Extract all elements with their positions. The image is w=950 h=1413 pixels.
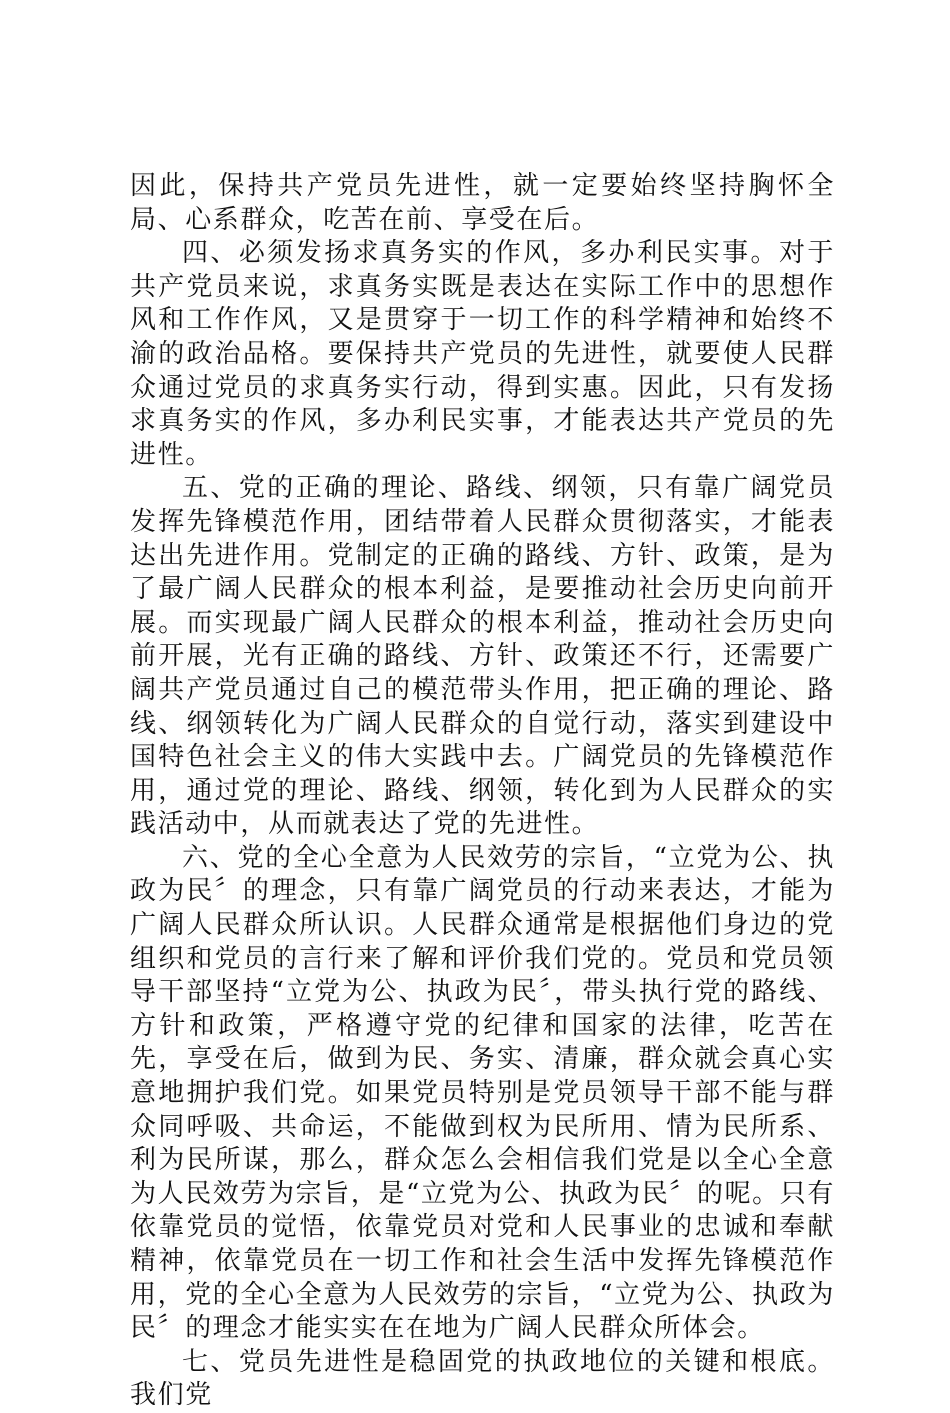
paragraph-section-seven: 七、党员先进性是稳固党的执政地位的关键和根底。我们党 [130, 1346, 835, 1411]
paragraph-section-six: 六、党的全心全意为人民效劳的宗旨，“立党为公、执政为民〞的理念，只有靠广阔党员的行动来表达，才能为广阔人民群众所认识。人民群众通常是根据他们身边的党组织和党员的言行来了解和评价我们党的。党员和党员领导干部坚持“立党为公、执政为民〞，带头执行党的路线、方针和政策，严格遵守党的纪律和国家的法律，吃苦在先，享受在后，做到为民、务实、清廉，群众就会真心实意地拥护我们党。如果党员特别是党员领导干部不能与群众同呼吸、共命运，不能做到权为民所用、情为民所系、利为民所谋，那么，群众怎么会相信我们党是以全心全意为人民效劳为宗旨，是“立党为公、执政为民〞的呢。只有依靠党员的觉悟，依靠党员对党和人民事业的忠诚和奉献精神，依靠党员在一切工作和社会生活中发挥先锋模范作用，党的全心全意为人民效劳的宗旨，“立党为公、执政为民〞的理念才能实实在在地为广阔人民群众所体会。 [130, 842, 835, 1344]
paragraph-section-four: 四、必须发扬求真务实的作风，多办利民实事。对于共产党员来说，求真务实既是表达在实际工作中的思想作风和工作作风，又是贯穿于一切工作的科学精神和始终不渝的政治品格。要保持共产党员的先进性，就要使人民群众通过党员的求真务实行动，得到实惠。因此，只有发扬求真务实的作风，多办利民实事，才能表达共产党员的先进性。 [130, 238, 835, 470]
paragraph-continuation: 因此，保持共产党员先进性，就一定要始终坚持胸怀全局、心系群众，吃苦在前、享受在后。 [130, 171, 835, 235]
document-body [130, 170, 835, 1413]
paragraph-section-five: 五、党的正确的理论、路线、纲领，只有靠广阔党员发挥先锋模范作用，团结带着人民群众贯彻落实，才能表达出先进作用。党制定的正确的路线、方针、政策，是为了最广阔人民群众的根本利益，是要推动社会历史向前开展。而实现最广阔人民群众的根本利益，推动社会历史向前开展，光有正确的路线、方针、政策还不行，还需要广阔共产党员通过自己的模范带头作用，把正确的理论、路线、纲领转化为广阔人民群众的自觉行动，落实到建设中国特色社会主义的伟大实践中去。广阔党员的先锋模范作用，通过党的理论、路线、纲领，转化到为人民群众的实践活动中，从而就表达了党的先进性。 [130, 473, 835, 840]
